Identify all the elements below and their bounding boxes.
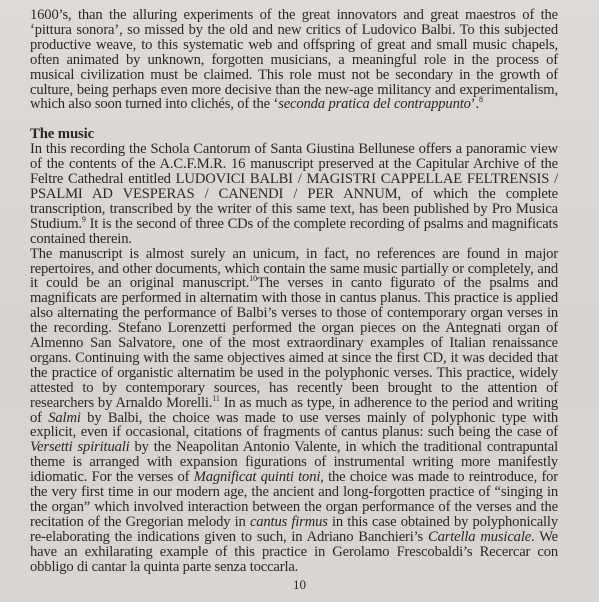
paragraph-text: by the Neapolitan Antonio Valente, in which the traditional contrapuntal theme is arranged with expansion figurations of instrumental writing more manifestly idiomatic. For the verses of (30, 439, 558, 486)
intro-text: 1600’s, than the alluring experiments of the great innovators and great maestros of the ‘pittura sonora’, so missed by the old and new critics of Ludovico Balbi. To this subjected productive weave, to this systematic web and offspring of great and small music chapels, often animated by unknown, forgotten musicians, a meaningful role in the process of musical civilization must be claimed. This role must not be secondary in the growth of culture, being perhaps even more decisive than the new-age militancy and experimentalism, which also soon turned into clichés, of the ‘ (30, 7, 558, 113)
paragraph-text: The verses in canto figurato of the psalms and magnificats are performed in alternatim with those in cantus planus. This practice is applied also alternating the performance of Balbi’s verses to those of contemporary organ verses in the recording. Stefano Lorenzetti performed the organ pieces on the Antegnati organ of Almenno San Salvatore, one of the most extraordinary examples of Italian renaissance organs. Continuing with the same objectives aimed at since the first CD, it was decided that the practice of organistic alternatim be used in the polyphonic verses. This practice, widely attested to by contemporary sources, has recently been brought to the attention of researchers by Arnaldo Morelli. (30, 275, 558, 411)
italic-title: Magnificat quinti toni (193, 469, 321, 486)
paragraph-text: . We have an exhilarating example of this practice in Gerolamo Frescobaldi’s Recercar con obbligo di cantar la quinta parte senza toccarla. (30, 528, 558, 575)
page-number: 10 (293, 577, 306, 592)
italic-title: Versetti spirituali (30, 439, 130, 456)
paragraph-text: It is the second of three CDs of the complete recording of psalms and magnificats contained therein. (30, 215, 558, 247)
paragraph-text: in this case obtained by polyphonically re-elaborating the indications given to such, in Adriano Banchieri’s (30, 513, 558, 545)
section-heading: The music (30, 126, 95, 143)
italic-title: Salmi (48, 409, 81, 426)
music-paragraph-2 (30, 247, 558, 575)
music-paragraph-1 (30, 142, 558, 246)
footnote-marker: 8 (479, 95, 483, 105)
body-text (30, 8, 558, 575)
footnote-marker: 11 (212, 393, 220, 403)
footnote-marker: 10 (249, 274, 257, 284)
italic-title: Cartella musicale (428, 528, 532, 545)
intro-italic-term: seconda pratica del contrappunto (278, 96, 471, 113)
paragraph-text: , the choice was made to reintroduce, for the very first time in our modern age, the ancient and long-forgotten practice of “singing in the organ” which involved interaction between the organ performance of the verses and the recitation of the Gregorian melody in (30, 469, 559, 530)
intro-paragraph (30, 8, 558, 112)
paragraph-text: The manuscript is almost surely an unicum, in fact, no references are found in major repertoires, and other documents, which contain the same music partially or completely, and it could be an original manuscript. (30, 245, 558, 292)
intro-closing-quote: ’. (470, 96, 479, 113)
paragraph-text: In as much as type, in adherence to the period and writing of (30, 394, 558, 426)
footnote-marker: 9 (81, 214, 86, 224)
paragraph-text: by Balbi, the choice was made to use verses mainly of polyphonic type with explicit, even if occasional, citations of fragments of cantus planus: such being the case of (30, 409, 558, 441)
paragraph-text: In this recording the Schola Cantorum of Santa Giustina Bellunese offers a panoramic view of the contents of the A.C.F.M.R. 16 manuscript preserved at the Capitular Archive of the Feltre Cathedral entitled LUDOVICI BALBI / MAGISTRI CAPPELLAE FELTRENSIS / PSALMI AD VESPERAS / CANENDI / PER ANNUM, of which the complete transcription, transcribed by the writer of this same text, has been published by Pro Musica Studium. (30, 141, 558, 232)
italic-term: cantus firmus (249, 513, 328, 530)
